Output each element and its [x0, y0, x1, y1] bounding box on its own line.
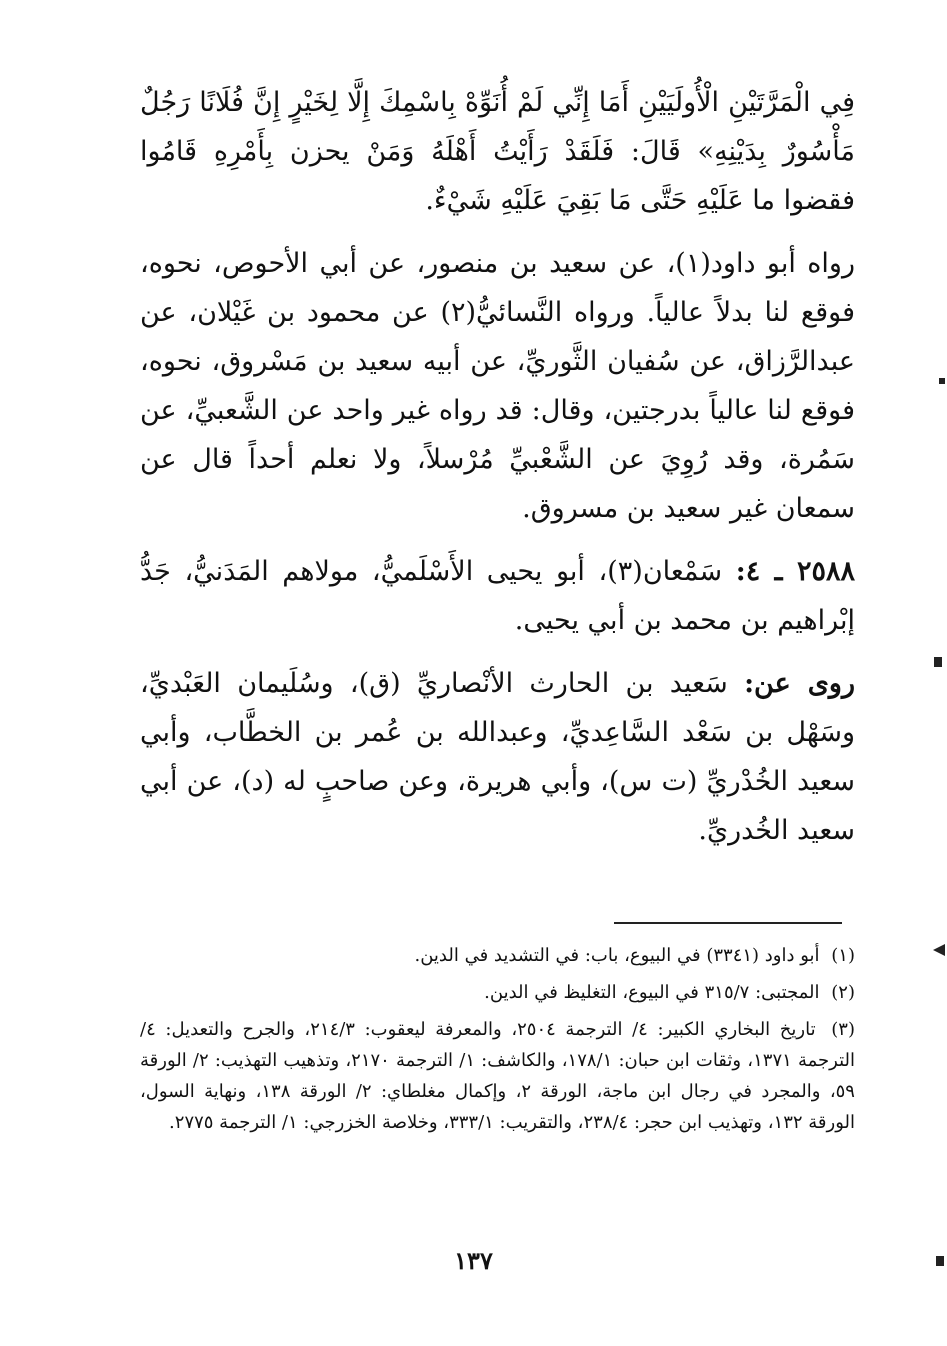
footnote	[140, 977, 855, 1008]
margin-mark	[936, 1256, 944, 1266]
footnote	[140, 1014, 855, 1138]
entry-text: سَمْعان(٣)، أبو يحيى الأَسْلَميُّ، مولاهم المَدَنيُّ، جَدُّ إبْراهيم بن محمد بن أبي يحيى.	[140, 556, 855, 636]
narration-paragraph: رواه أبو داود(١)، عن سعيد بن منصور، عن أبي الأحوص، نحوه، فوقع لنا بدلاً عالياً. ورواه النَّسائيُّ(٢) عن محمود بن غَيْلان، عن عبدالرَّزاق، عن سُفيان الثَّوريِّ، عن أبيه سعيد بن مَسْروق، نحوه، فوقع لنا عالياً بدرجتين، وقال: قد رواه غير واحد عن الشَّعبيِّ، عن سَمُرة، وقد رُوِيَ عن الشَّعْبيِّ مُرْسلاً، ولا نعلم أحداً قال عن سمعان غير سعيد بن مسروق.	[140, 248, 855, 524]
footnote-text: المجتبى: ٣١٥/٧ في البيوع، التغليظ في الدين.	[484, 982, 820, 1003]
entry-number: ٢٥٨٨ ـ ٤:	[735, 556, 855, 587]
page-number: ١٣٧	[454, 1246, 493, 1275]
main-text	[140, 78, 855, 869]
narrated-from-paragraph	[140, 659, 855, 855]
margin-mark	[934, 657, 942, 667]
margin-arrow-icon	[933, 944, 945, 956]
footnote-number: (٣)	[831, 1019, 855, 1040]
margin-mark	[939, 378, 945, 384]
biography-entry	[140, 547, 855, 645]
narrated-from-label: روى عن:	[744, 668, 855, 699]
footnote	[140, 940, 855, 971]
footnote-number: (٢)	[831, 982, 855, 1003]
hadith-paragraph: فِي الْمَرَّتَيْنِ الْأُولَيَيْنِ أَمَا إِنِّي لَمْ أُنَوِّهْ بِاسْمِكَ إِلَّا لِخَيْرٍ إِنَّ فُلَانًا رَجُلٌ مَأْسُورٌ بِدَيْنِهِ» قَالَ: فَلَقَدْ رَأَيْتُ أَهْلَهُ وَمَنْ يحزن بِأَمْرِهِ قَامُوا فقضوا ما عَلَيْهِ حَتَّى مَا بَقِيَ عَلَيْهِ شَيْءٌ.	[140, 87, 855, 216]
footnote-number: (١)	[831, 945, 855, 966]
footnote-text: تاريخ البخاري الكبير: ٤/ الترجمة ٢٥٠٤، والمعرفة ليعقوب: ٢١٤/٣، والجرح والتعديل: ٤/ الترجمة ١٣٧١، وثقات ابن حبان: ١٧٨/١، والكاشف: ١/ الترجمة ٢١٧٠، وتذهيب التهذيب: ٢/ الورقة ٥٩، والمجرد في رجال ابن ماجة، الورقة ٢، وإكمال مغلطاي: ٢/ الورقة ١٣٨، ونهاية السول، الورقة ١٣٢، وتهذيب ابن حجر: ٢٣٨/٤، والتقريب: ٣٣٣/١، وخلاصة الخزرجي: ١/ الترجمة ٢٧٧٥.	[140, 1019, 855, 1133]
footnote-divider	[614, 922, 842, 924]
footnote-text: أبو داود (٣٣٤١) في البيوع، باب: في التشديد في الدين.	[414, 945, 820, 966]
narrated-from-text: سَعيد بن الحارث الأنْصاريِّ (ق)، وسُلَيمان العَبْديِّ، وسَهْل بن سَعْد السَّاعِديِّ، وعبدالله بن عُمر بن الخطَّاب، وأبي سعيد الخُدْريِّ (ت س)، وأبي هريرة، وعن صاحبٍ له (د)، عن أبي سعيد الخُدريِّ.	[140, 668, 855, 846]
footnotes	[140, 940, 855, 1144]
